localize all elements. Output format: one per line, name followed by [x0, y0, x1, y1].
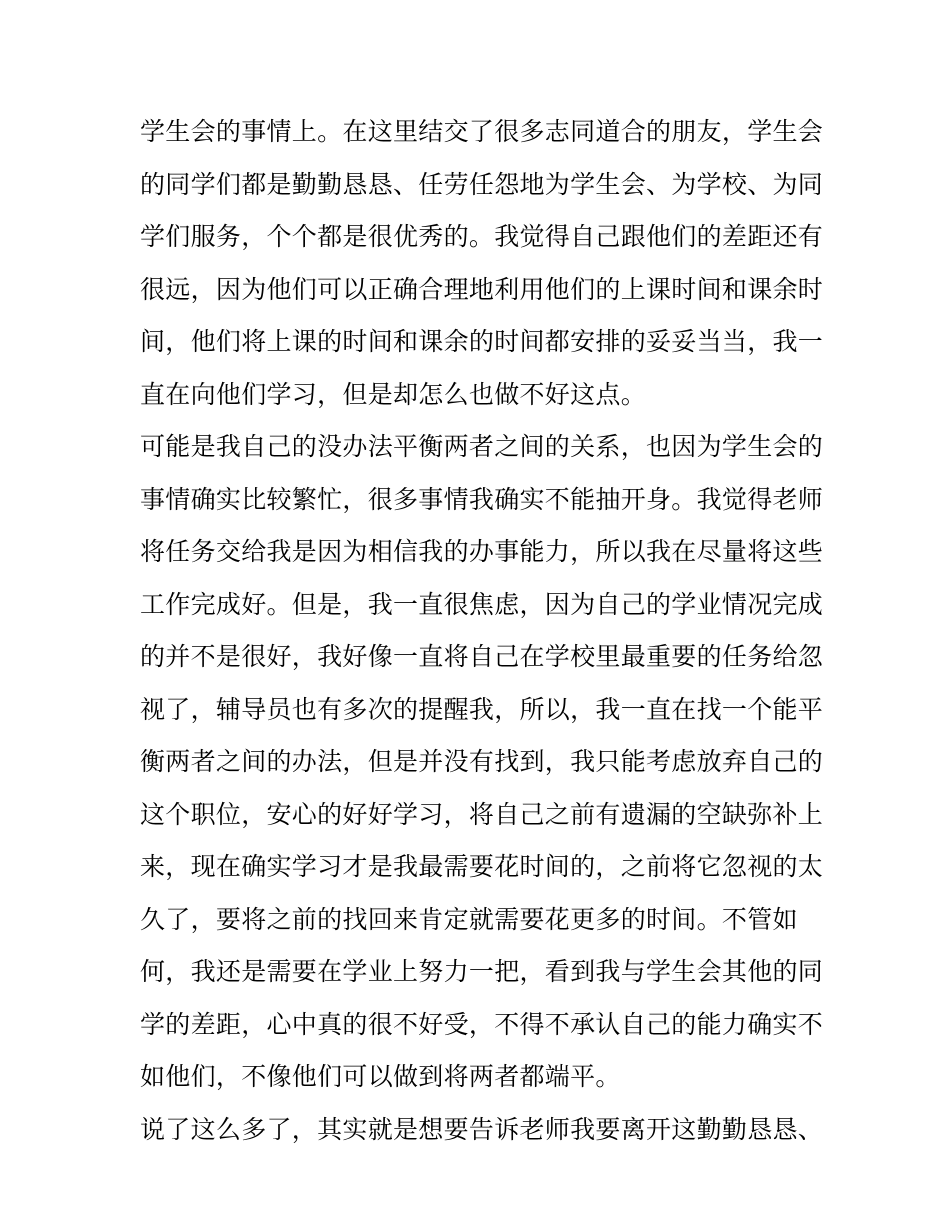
text-line: 久了，要将之前的找回来肯定就需要花更多的时间。不管如	[140, 904, 798, 934]
text-line: 的同学们都是勤勤恳恳、任劳任怨地为学生会、为学校、为同	[140, 169, 824, 199]
text-line: 如他们，不像他们可以做到将两者都端平。	[140, 1062, 621, 1091]
text-line: 衡两者之间的办法，但是并没有找到，我只能考虑放弃自己的	[140, 747, 824, 776]
text-line: 直在向他们学习，但是却怎么也做不好这点。	[140, 379, 647, 409]
text-line: 将任务交给我是因为相信我的办事能力，所以我在尽量将这些	[140, 537, 824, 566]
text-line: 可能是我自己的没办法平衡两者之间的关系，也因为学生会的	[140, 432, 824, 461]
text-line: 工作完成好。但是，我一直很焦虑，因为自己的学业情况完成	[140, 589, 824, 619]
text-line: 说了这么多了，其实就是想要告诉老师我要离开这勤勤恳恳、	[140, 1114, 824, 1144]
text-line: 学的差距，心中真的很不好受，不得不承认自己的能力确实不	[140, 1009, 824, 1039]
body-text	[140, 106, 824, 1156]
text-line: 的并不是很好，我好像一直将自己在学校里最重要的任务给忽	[140, 642, 824, 671]
text-line: 来，现在确实学习才是我最需要花时间的，之前将它忽视的太	[140, 852, 824, 881]
text-line: 事情确实比较繁忙，很多事情我确实不能抽开身。我觉得老师	[140, 484, 824, 514]
text-line: 间，他们将上课的时间和课余的时间都安排的妥妥当当，我一	[140, 327, 824, 356]
text-line: 视了，辅导员也有多次的提醒我，所以，我一直在找一个能平	[140, 694, 824, 724]
text-line: 何，我还是需要在学业上努力一把，看到我与学生会其他的同	[140, 957, 824, 986]
text-line: 这个职位，安心的好好学习，将自己之前有遗漏的空缺弥补上	[140, 799, 824, 829]
text-line: 学们服务，个个都是很优秀的。我觉得自己跟他们的差距还有	[140, 222, 824, 251]
text-line: 很远，因为他们可以正确合理地利用他们的上课时间和课余时	[140, 274, 824, 304]
text-line: 学生会的事情上。在这里结交了很多志同道合的朋友，学生会	[140, 117, 824, 146]
